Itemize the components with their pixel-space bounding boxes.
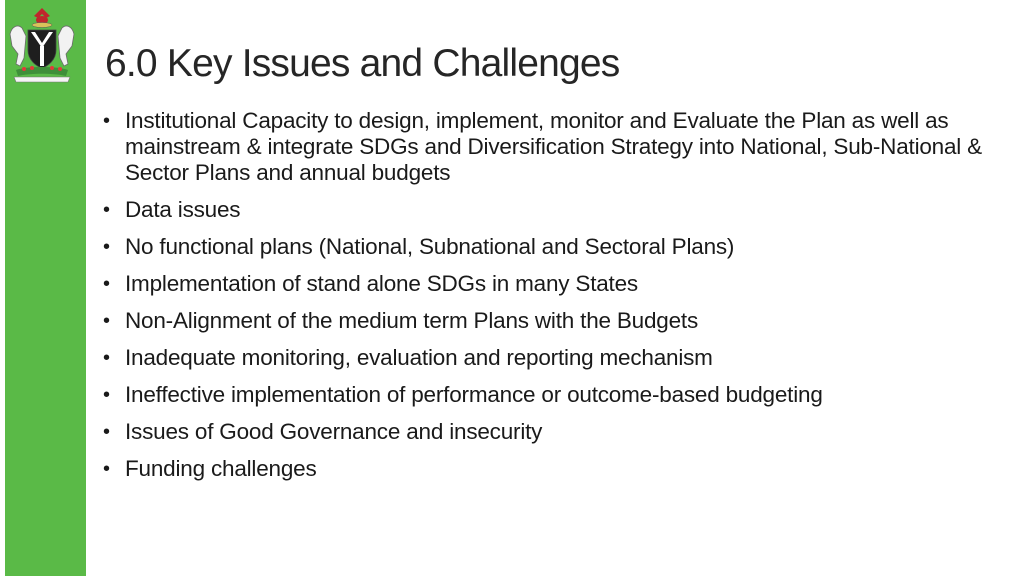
bullet-dot-icon: • [103, 421, 110, 443]
bullet-item [103, 234, 1003, 260]
bullet-text: Issues of Good Governance and insecurity [125, 419, 543, 444]
bullet-item [103, 308, 1003, 334]
coat-of-arms-icon [4, 6, 80, 86]
bullet-text: Data issues [125, 197, 241, 222]
bullet-dot-icon: • [103, 347, 110, 369]
accent-sidebar [5, 0, 86, 576]
bullet-dot-icon: • [103, 199, 110, 221]
bullet-item [103, 271, 1003, 297]
bullet-item [103, 345, 1003, 371]
bullet-item [103, 108, 1003, 186]
bullet-item [103, 197, 1003, 223]
bullet-dot-icon: • [103, 458, 110, 480]
bullet-text: Institutional Capacity to design, implement, monitor and Evaluate the Plan as well as mainstream & integrate SDGs and Diversification Strategy into National, Sub-National & Sector Plans and annual budgets [125, 108, 982, 185]
bullet-dot-icon: • [103, 384, 110, 406]
bullet-item [103, 419, 1003, 445]
bullet-text: No functional plans (National, Subnational and Sectoral Plans) [125, 234, 735, 259]
bullet-dot-icon: • [103, 310, 110, 332]
bullet-text: Implementation of stand alone SDGs in many States [125, 271, 638, 296]
bullet-dot-icon: • [103, 236, 110, 258]
bullet-text: Inadequate monitoring, evaluation and reporting mechanism [125, 345, 713, 370]
bullet-item [103, 456, 1003, 482]
bullet-item [103, 382, 1003, 408]
bullet-text: Non-Alignment of the medium term Plans with the Budgets [125, 308, 699, 333]
bullet-list [103, 108, 1003, 493]
bullet-dot-icon: • [103, 273, 110, 295]
bullet-text: Ineffective implementation of performance or outcome-based budgeting [125, 382, 823, 407]
bullet-text: Funding challenges [125, 456, 317, 481]
bullet-dot-icon: • [103, 110, 110, 132]
slide-title: 6.0 Key Issues and Challenges [105, 42, 620, 85]
